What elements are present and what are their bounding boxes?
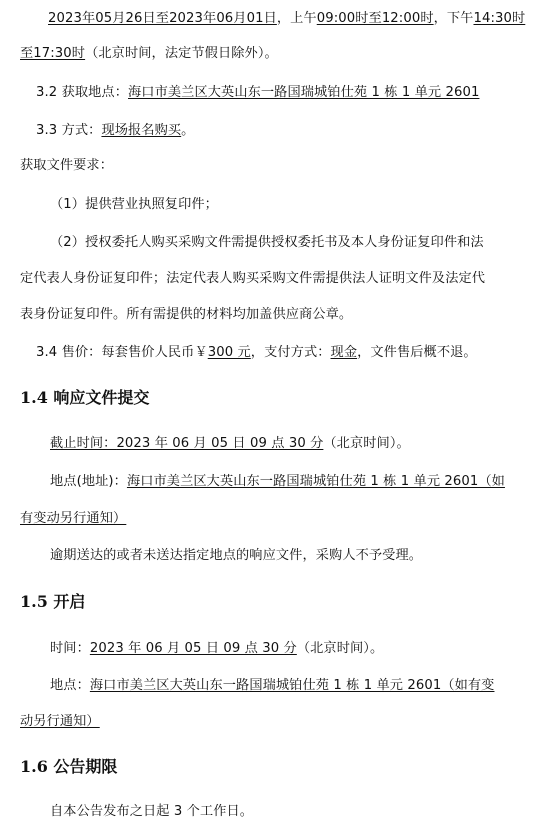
payment-method: 现金 [330, 345, 358, 360]
deadline-value: 2023 年 06 月 05 日 09 点 30 分 [116, 436, 324, 451]
doc-line-6: （1）提供营业执照复印件； [50, 197, 218, 212]
heading-number: 1.6 [20, 757, 54, 776]
text-segment: ，支付方式： [250, 345, 331, 360]
doc-line-10 [36, 344, 477, 362]
opening-time-value: 2023 年 06 月 05 日 09 点 30 分 [89, 641, 297, 656]
text-segment: 。 [181, 123, 195, 138]
text-segment: ，下午 [433, 11, 474, 26]
doc-line-8: 定代表人身份证复印件；法定代表人购买采购文件需提供法人证明文件及法定代 [20, 271, 486, 286]
afternoon-time-end: 至17:30时 [20, 46, 86, 61]
doc-line-3 [36, 84, 479, 102]
doc-line-5: 获取文件要求： [20, 158, 114, 173]
text-segment: （北京时间，法定节假日除外）。 [85, 46, 278, 61]
doc-line-16 [50, 677, 494, 695]
text-segment: ，上午 [276, 11, 317, 26]
heading-number: 1.4 [20, 388, 54, 407]
doc-line-11 [50, 435, 410, 453]
heading-text: 公告期限 [53, 757, 118, 776]
text-segment: 3.4 售价：每套售价人民币￥ [36, 345, 208, 360]
section-heading-1-6 [20, 757, 117, 777]
doc-line-14: 逾期送达的或者未送达指定地点的响应文件，采购人不予受理。 [50, 548, 423, 563]
section-heading-1-4 [20, 388, 149, 408]
doc-line-18: 自本公告发布之日起 3 个工作日。 [50, 804, 254, 819]
text-segment: （北京时间）。 [323, 436, 410, 451]
text-segment: 地点(地址)： [50, 474, 127, 489]
doc-line-2 [20, 45, 278, 63]
heading-text: 响应文件提交 [53, 388, 150, 407]
section-heading-1-5 [20, 592, 85, 612]
doc-line-7: （2）授权委托人购买采购文件需提供授权委托书及本人身份证复印件和法 [50, 235, 484, 250]
acquire-location: 海口市美兰区大英山东一路国瑞城铂仕苑 1 栋 1 单元 2601 [128, 85, 480, 100]
heading-text: 开启 [53, 592, 86, 611]
heading-number: 1.5 [20, 592, 54, 611]
submission-location: 海口市美兰区大英山东一路国瑞城铂仕苑 1 栋 1 单元 2601（如 [126, 474, 505, 489]
acquire-method: 现场报名购买 [101, 123, 182, 138]
morning-time: 09:00时至12:00时 [316, 11, 434, 26]
text-segment: 3.3 方式： [36, 123, 102, 138]
doc-line-9: 表身份证复印件。所有需提供的材料均加盖供应商公章。 [20, 307, 353, 322]
text-segment: 时间： [50, 641, 90, 656]
doc-line-13: 有变动另行通知） [20, 511, 127, 526]
doc-line-12 [50, 473, 505, 491]
deadline-label: 截止时间： [50, 436, 117, 451]
text-segment: （北京时间）。 [296, 641, 384, 656]
doc-line-1 [48, 10, 525, 28]
doc-line-17: 动另行通知） [20, 714, 100, 729]
afternoon-time-start: 14:30时 [473, 11, 526, 26]
doc-line-15 [50, 640, 383, 658]
text-segment: 地点： [50, 678, 90, 693]
price-value: 300 元 [207, 345, 251, 360]
opening-location: 海口市美兰区大英山东一路国瑞城铂仕苑 1 栋 1 单元 2601（如有变 [89, 678, 495, 693]
doc-line-4 [36, 122, 194, 140]
text-segment: 3.2 获取地点： [36, 85, 129, 100]
text-segment: ，文件售后概不退。 [357, 345, 477, 360]
acquire-date-range: 2023年05月26日至2023年06月01日 [48, 11, 277, 26]
